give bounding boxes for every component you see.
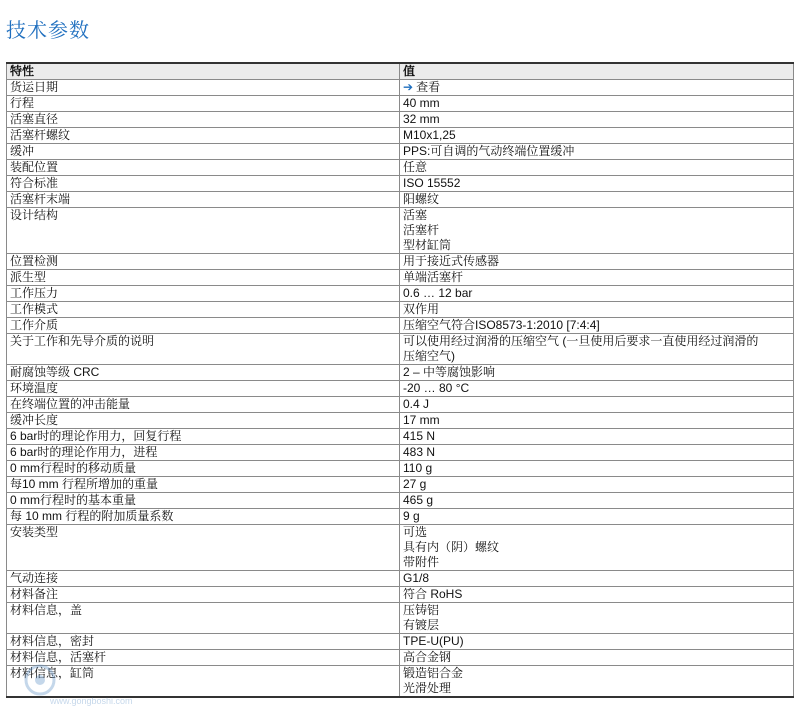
table-row bbox=[7, 571, 794, 587]
property-value-cell bbox=[400, 650, 794, 666]
property-value-cell bbox=[400, 96, 794, 112]
value-line: 415 N bbox=[403, 429, 436, 443]
property-value-cell bbox=[400, 445, 794, 461]
table-row bbox=[7, 112, 794, 128]
value-line: 可以使用经过润滑的压缩空气 (一旦使用后要求一直使用经过润滑的 bbox=[403, 334, 759, 348]
property-name-cell: 在终端位置的冲击能量 bbox=[7, 397, 400, 413]
property-name-cell: 活塞杆螺纹 bbox=[7, 128, 400, 144]
property-value-cell bbox=[400, 254, 794, 270]
property-value-cell[interactable] bbox=[400, 80, 794, 96]
property-name-cell: 缓冲长度 bbox=[7, 413, 400, 429]
value-line: 阳螺纹 bbox=[403, 192, 440, 206]
property-value-cell bbox=[400, 429, 794, 445]
property-value-cell bbox=[400, 461, 794, 477]
value-line: 带附件 bbox=[403, 555, 440, 569]
value-line: 型材缸筒 bbox=[403, 238, 452, 252]
property-value-cell bbox=[400, 477, 794, 493]
property-name-cell: 符合标准 bbox=[7, 176, 400, 192]
spec-table bbox=[6, 62, 794, 698]
table-header-row bbox=[7, 63, 794, 80]
property-value-cell bbox=[400, 381, 794, 397]
property-value-cell bbox=[400, 334, 794, 365]
value-line: PPS:可自调的气动终端位置缓冲 bbox=[403, 144, 575, 158]
value-line: 27 g bbox=[403, 477, 427, 491]
table-row bbox=[7, 666, 794, 698]
table-row bbox=[7, 96, 794, 112]
property-name-cell: 行程 bbox=[7, 96, 400, 112]
value-line: 压铸铝 bbox=[403, 603, 440, 617]
property-name-cell: 安装类型 bbox=[7, 525, 400, 571]
property-value-cell bbox=[400, 144, 794, 160]
table-row bbox=[7, 381, 794, 397]
table-row bbox=[7, 318, 794, 334]
property-value-cell bbox=[400, 397, 794, 413]
view-link[interactable]: 查看 bbox=[416, 80, 441, 94]
property-value-cell bbox=[400, 493, 794, 509]
value-line: 9 g bbox=[403, 509, 420, 523]
property-value-cell bbox=[400, 208, 794, 254]
value-line: 110 g bbox=[403, 461, 433, 475]
property-name-cell: 材料信息，缸筒 bbox=[7, 666, 400, 698]
value-line: 活塞 bbox=[403, 208, 428, 222]
value-line: 锻造铝合金 bbox=[403, 666, 464, 680]
property-name-cell: 材料信息，盖 bbox=[7, 603, 400, 634]
value-line: G1/8 bbox=[403, 571, 430, 585]
value-line: 0.6 … 12 bar bbox=[403, 286, 473, 300]
property-name-cell: 装配位置 bbox=[7, 160, 400, 176]
property-value-cell bbox=[400, 286, 794, 302]
property-name-cell: 关于工作和先导介质的说明 bbox=[7, 334, 400, 365]
table-row bbox=[7, 650, 794, 666]
table-body bbox=[7, 80, 794, 698]
property-name-cell: 材料信息，密封 bbox=[7, 634, 400, 650]
table-row bbox=[7, 286, 794, 302]
property-name-cell: 缓冲 bbox=[7, 144, 400, 160]
value-line: 32 mm bbox=[403, 112, 440, 126]
value-line: 用于接近式传感器 bbox=[403, 254, 500, 268]
value-line: 2 – 中等腐蚀影响 bbox=[403, 365, 496, 379]
property-value-cell bbox=[400, 413, 794, 429]
property-name-cell: 6 bar时的理论作用力，进程 bbox=[7, 445, 400, 461]
table-row bbox=[7, 144, 794, 160]
table-row bbox=[7, 176, 794, 192]
value-line: 光滑处理 bbox=[403, 681, 452, 695]
property-value-cell bbox=[400, 302, 794, 318]
value-line: ISO 15552 bbox=[403, 176, 461, 190]
table-row bbox=[7, 445, 794, 461]
property-value-cell bbox=[400, 634, 794, 650]
property-value-cell bbox=[400, 270, 794, 286]
property-value-cell bbox=[400, 587, 794, 603]
value-line: 压缩空气) bbox=[403, 349, 455, 363]
table-row bbox=[7, 334, 794, 365]
value-line: 活塞杆 bbox=[403, 223, 440, 237]
property-value-cell bbox=[400, 603, 794, 634]
property-name-cell: 活塞杆末端 bbox=[7, 192, 400, 208]
property-name-cell: 工作压力 bbox=[7, 286, 400, 302]
property-name-cell: 设计结构 bbox=[7, 208, 400, 254]
property-name-cell: 气动连接 bbox=[7, 571, 400, 587]
value-line: 高合金钢 bbox=[403, 650, 452, 664]
property-value-cell bbox=[400, 666, 794, 698]
property-value-cell bbox=[400, 525, 794, 571]
table-row bbox=[7, 365, 794, 381]
property-value-cell bbox=[400, 318, 794, 334]
property-name-cell: 6 bar时的理论作用力，回复行程 bbox=[7, 429, 400, 445]
property-value-cell bbox=[400, 571, 794, 587]
table-row bbox=[7, 302, 794, 318]
property-name-cell: 派生型 bbox=[7, 270, 400, 286]
value-line: 符合 RoHS bbox=[403, 587, 463, 601]
value-line: 任意 bbox=[403, 160, 428, 174]
value-line: 有镀层 bbox=[403, 618, 440, 632]
table-row bbox=[7, 128, 794, 144]
property-name-cell: 每10 mm 行程所增加的重量 bbox=[7, 477, 400, 493]
table-row bbox=[7, 397, 794, 413]
watermark-url: www.gongboshi.com bbox=[50, 696, 133, 706]
column-header-value: 值 bbox=[400, 63, 794, 80]
property-name-cell: 材料信息，活塞杆 bbox=[7, 650, 400, 666]
table-row bbox=[7, 270, 794, 286]
value-line: 465 g bbox=[403, 493, 434, 507]
arrow-right-icon: ➔ bbox=[403, 80, 414, 94]
property-value-cell bbox=[400, 365, 794, 381]
property-name-cell: 工作介质 bbox=[7, 318, 400, 334]
property-name-cell: 0 mm行程时的基本重量 bbox=[7, 493, 400, 509]
value-line: 具有内（阴）螺纹 bbox=[403, 540, 500, 554]
property-name-cell: 活塞直径 bbox=[7, 112, 400, 128]
property-value-cell bbox=[400, 509, 794, 525]
property-name-cell: 每 10 mm 行程的附加质量系数 bbox=[7, 509, 400, 525]
property-value-cell bbox=[400, 176, 794, 192]
property-value-cell bbox=[400, 192, 794, 208]
column-header-property: 特性 bbox=[7, 63, 400, 80]
value-line: M10x1,25 bbox=[403, 128, 456, 142]
table-row bbox=[7, 493, 794, 509]
table-row bbox=[7, 80, 794, 96]
table-row bbox=[7, 413, 794, 429]
table-row bbox=[7, 429, 794, 445]
property-value-cell bbox=[400, 128, 794, 144]
property-value-cell bbox=[400, 160, 794, 176]
table-row bbox=[7, 477, 794, 493]
value-line: 可选 bbox=[403, 525, 428, 539]
value-line: 压缩空气符合ISO8573-1:2010 [7:4:4] bbox=[403, 318, 600, 332]
property-name-cell: 材料备注 bbox=[7, 587, 400, 603]
property-value-cell bbox=[400, 112, 794, 128]
property-name-cell: 货运日期 bbox=[7, 80, 400, 96]
value-line: 17 mm bbox=[403, 413, 440, 427]
property-name-cell: 环境温度 bbox=[7, 381, 400, 397]
table-row bbox=[7, 509, 794, 525]
table-row bbox=[7, 208, 794, 254]
table-row bbox=[7, 254, 794, 270]
table-row bbox=[7, 192, 794, 208]
table-row bbox=[7, 160, 794, 176]
page-title: 技术参数 bbox=[6, 20, 90, 42]
property-name-cell: 0 mm行程时的移动质量 bbox=[7, 461, 400, 477]
value-line: TPE-U(PU) bbox=[403, 634, 464, 648]
value-line: 双作用 bbox=[403, 302, 440, 316]
value-line: 单端活塞杆 bbox=[403, 270, 464, 284]
table-row bbox=[7, 461, 794, 477]
value-line: 483 N bbox=[403, 445, 436, 459]
property-name-cell: 位置检测 bbox=[7, 254, 400, 270]
table-row bbox=[7, 634, 794, 650]
table-row bbox=[7, 525, 794, 571]
value-line: -20 … 80 °C bbox=[403, 381, 470, 395]
value-line: 0.4 J bbox=[403, 397, 430, 411]
property-name-cell: 工作模式 bbox=[7, 302, 400, 318]
table-row bbox=[7, 587, 794, 603]
table-row bbox=[7, 603, 794, 634]
property-name-cell: 耐腐蚀等级 CRC bbox=[7, 365, 400, 381]
value-line: 40 mm bbox=[403, 96, 440, 110]
